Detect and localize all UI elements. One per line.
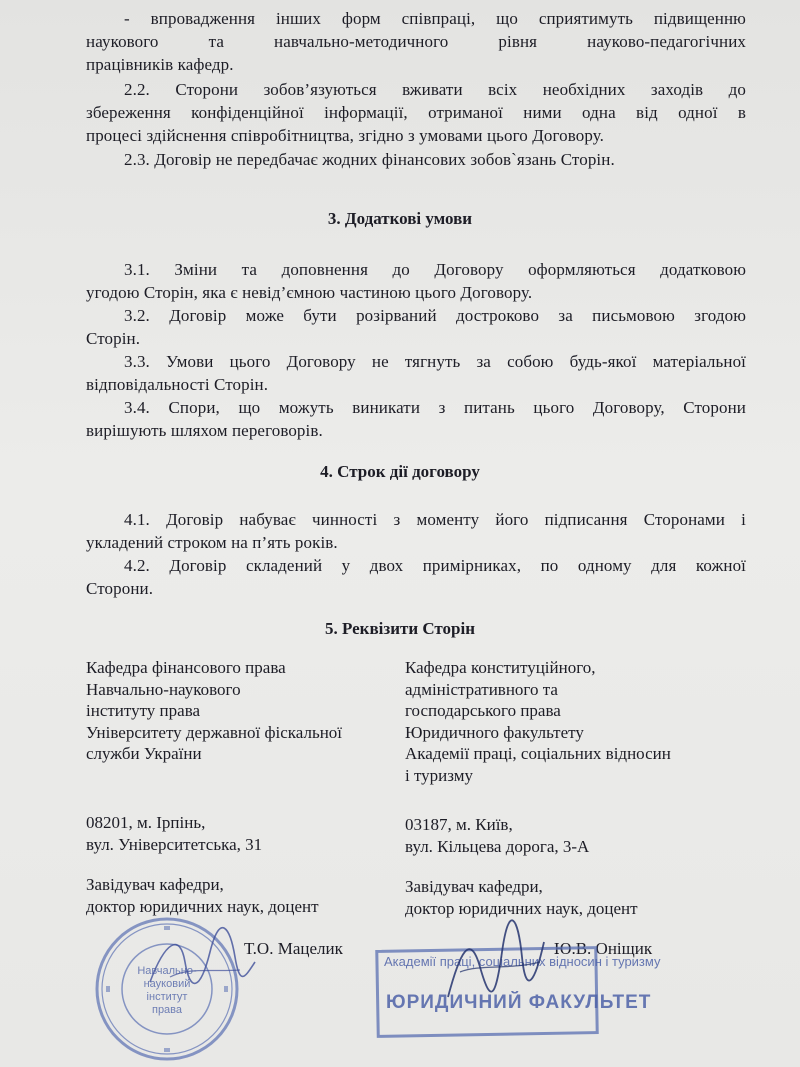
seal-center-line: науковий [143,978,191,990]
clause-3-1-line-1: 3.1. Зміни та доповнення до Договору оформляються додатковою [124,260,746,279]
clause-3-4-line-1: 3.4. Спори, що можуть виникати з питань цього Договору, Сторони [124,398,746,417]
clause-4-1-line-2: укладений строком на п’ять років. [86,533,338,552]
party-right-org-line: і туризму [405,765,474,785]
seal-center-line: Навчально- [137,965,197,977]
bullet-line-1: - впровадження інших форм співпраці, що сприятимуть підвищенню [124,9,746,28]
clause-4-2-line-2: Сторони. [86,579,154,598]
position-line: Завідувач кафедри, [86,875,224,894]
clause-3-3-line-1: 3.3. Умови цього Договору не тягнуть за собою будь-якої матеріальної [124,352,746,371]
party-right-org-line: Кафедра конституційного, [405,658,596,677]
party-left-position [86,874,319,917]
party-right-org-line: адміністративного та [405,679,558,699]
party-left-org-line: інституту права [86,701,201,720]
address-line: вул. Університетська, 31 [86,834,263,854]
stamp-top-text: Академії праці, соціальних відносин і туризму [384,954,661,969]
right-signatory-name: Ю.В. Оніщик [554,939,653,958]
clause-3-2-line-1: 3.2. Договір може бути розірваний достроково за письмовою згодою [124,306,746,325]
clause-4-1-line-1: 4.1. Договір набуває чинності з моменту його підписання Сторонами і [124,510,746,529]
clause-2-3: 2.3. Договір не передбачає жодних фінансових зобов`язань Сторін. [124,150,615,169]
position-line: доктор юридичних наук, доцент [86,896,319,916]
party-left-org-line: Кафедра фінансового права [86,658,286,677]
party-left-org-line: Навчально-наукового [86,679,241,699]
position-line: доктор юридичних наук, доцент [405,898,638,918]
party-right-org-line: Юридичного факультету [405,722,584,742]
clause-2-2-line-1: 2.2. Сторони зобов’язуються вживати всіх необхідних заходів до [124,80,746,99]
party-left-org-line: служби України [86,744,202,763]
address-line: 03187, м. Київ, [405,815,513,834]
clause-2-2-line-3: процесі здійснення співробітництва, згідно з умовами цього Договору. [86,126,604,145]
party-right-org-line: Академії праці, соціальних відносин [405,744,671,763]
right-signature [440,912,550,1012]
section-3-heading: 3. Додаткові умови [327,209,473,228]
clause-3-3-line-2: відповідальності Сторін. [86,375,269,394]
party-right-org [405,657,671,786]
clause-2-2-line-2: збереження конфіденційної інформації, отриманої ними одна від одної в [86,103,746,122]
seal-center-line: інститут [146,991,188,1003]
section-4-heading: 4. Строк дії договору [320,462,480,481]
section-5-heading: 5. Реквізити Сторін [324,619,476,638]
left-signature [140,922,260,1002]
address-line: 08201, м. Ірпінь, [86,813,206,832]
stamp-bottom-text: ЮРИДИЧНИЙ ФАКУЛЬТЕТ [386,992,652,1013]
party-left-org [86,657,342,765]
left-signatory-name: Т.О. Мацелик [244,939,343,958]
clause-3-2-line-2: Сторін. [86,329,141,348]
clause-3-1-line-2: угодою Сторін, яка є невід’ємною частиною цього Договору. [86,283,533,302]
party-left-org-line: Університету державної фіскальної [86,722,343,742]
party-left-address [86,812,262,855]
bullet-line-3: працівників кафедр. [86,55,234,74]
clause-3-4-line-2: вирішують шляхом переговорів. [86,421,323,440]
bullet-line-2: наукового та навчально-методичного рівня науково-педагогічних [86,32,746,51]
party-right-org-line: господарського права [405,701,561,720]
position-line: Завідувач кафедри, [405,877,543,896]
party-right-address [405,814,589,857]
clause-4-2-line-1: 4.2. Договір складений у двох примірниках, по одному для кожної [124,556,746,575]
address-line: вул. Кільцева дорога, 3-А [405,836,590,856]
seal-center-line: права [151,1004,183,1016]
